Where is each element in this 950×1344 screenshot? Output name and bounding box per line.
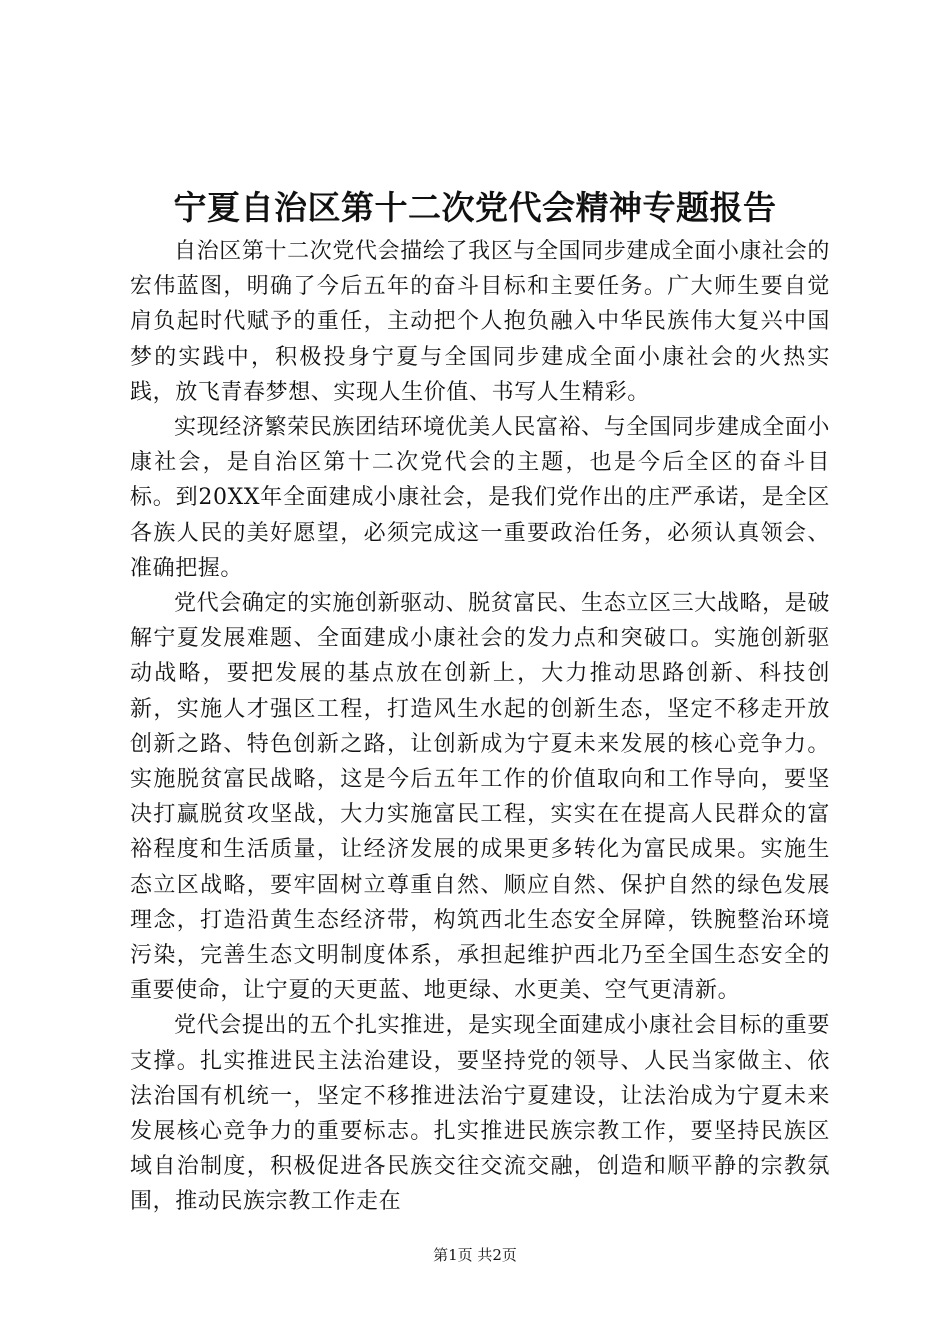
page-footer <box>0 1244 950 1266</box>
paragraph-4: 党代会提出的五个扎实推进，是实现全面建成小康社会目标的重要支撑。扎实推进民主法治建设，要坚持党的领导、人民当家做主、依法治国有机统一，坚定不移推进法治宁夏建设，让法治成为宁夏未来发展核心竞争力的重要标志。扎实推进民族宗教工作，要坚持民族区域自治制度，积极促进各民族交往交流交融，创造和顺平静的宗教氛围，推动民族宗教工作走在 <box>130 1013 830 1215</box>
document-title: 宁夏自治区第十二次党代会精神专题报告 <box>173 188 777 227</box>
paragraph-2: 实现经济繁荣民族团结环境优美人民富裕、与全国同步建成全面小康社会，是自治区第十二次党代会的主题，也是今后全区的奋斗目标。到20XX年全面建成小康社会，是我们党作出的庄严承诺，是全区各族人民的美好愿望，必须完成这一重要政治任务，必须认真领会、准确把握。 <box>130 415 830 581</box>
document-body <box>130 234 830 1220</box>
page-number: 第1页 共2页 <box>433 1246 517 1264</box>
paragraph-1: 自治区第十二次党代会描绘了我区与全国同步建成全面小康社会的宏伟蓝图，明确了今后五年的奋斗目标和主要任务。广大师生要自觉肩负起时代赋予的重任，主动把个人抱负融入中华民族伟大复兴中国梦的实践中，积极投身宁夏与全国同步建成全面小康社会的火热实践，放飞青春梦想、实现人生价值、书写人生精彩。 <box>130 239 830 405</box>
paragraph-3: 党代会确定的实施创新驱动、脱贫富民、生态立区三大战略，是破解宁夏发展难题、全面建成小康社会的发力点和突破口。实施创新驱动战略，要把发展的基点放在创新上，大力推动思路创新、科技创新，实施人才强区工程，打造风生水起的创新生态，坚定不移走开放创新之路、特色创新之路，让创新成为宁夏未来发展的核心竞争力。实施脱贫富民战略，这是今后五年工作的价值取向和工作导向，要坚决打赢脱贫攻坚战，大力实施富民工程，实实在在提高人民群众的富裕程度和生活质量，让经济发展的成果更多转化为富民成果。实施生态立区战略，要牢固树立尊重自然、顺应自然、保护自然的绿色发展理念，打造沿黄生态经济带，构筑西北生态安全屏障，铁腕整治环境污染，完善生态文明制度体系，承担起维护西北乃至全国生态安全的重要使命，让宁夏的天更蓝、地更绿、水更美、空气更清新。 <box>130 591 830 1004</box>
